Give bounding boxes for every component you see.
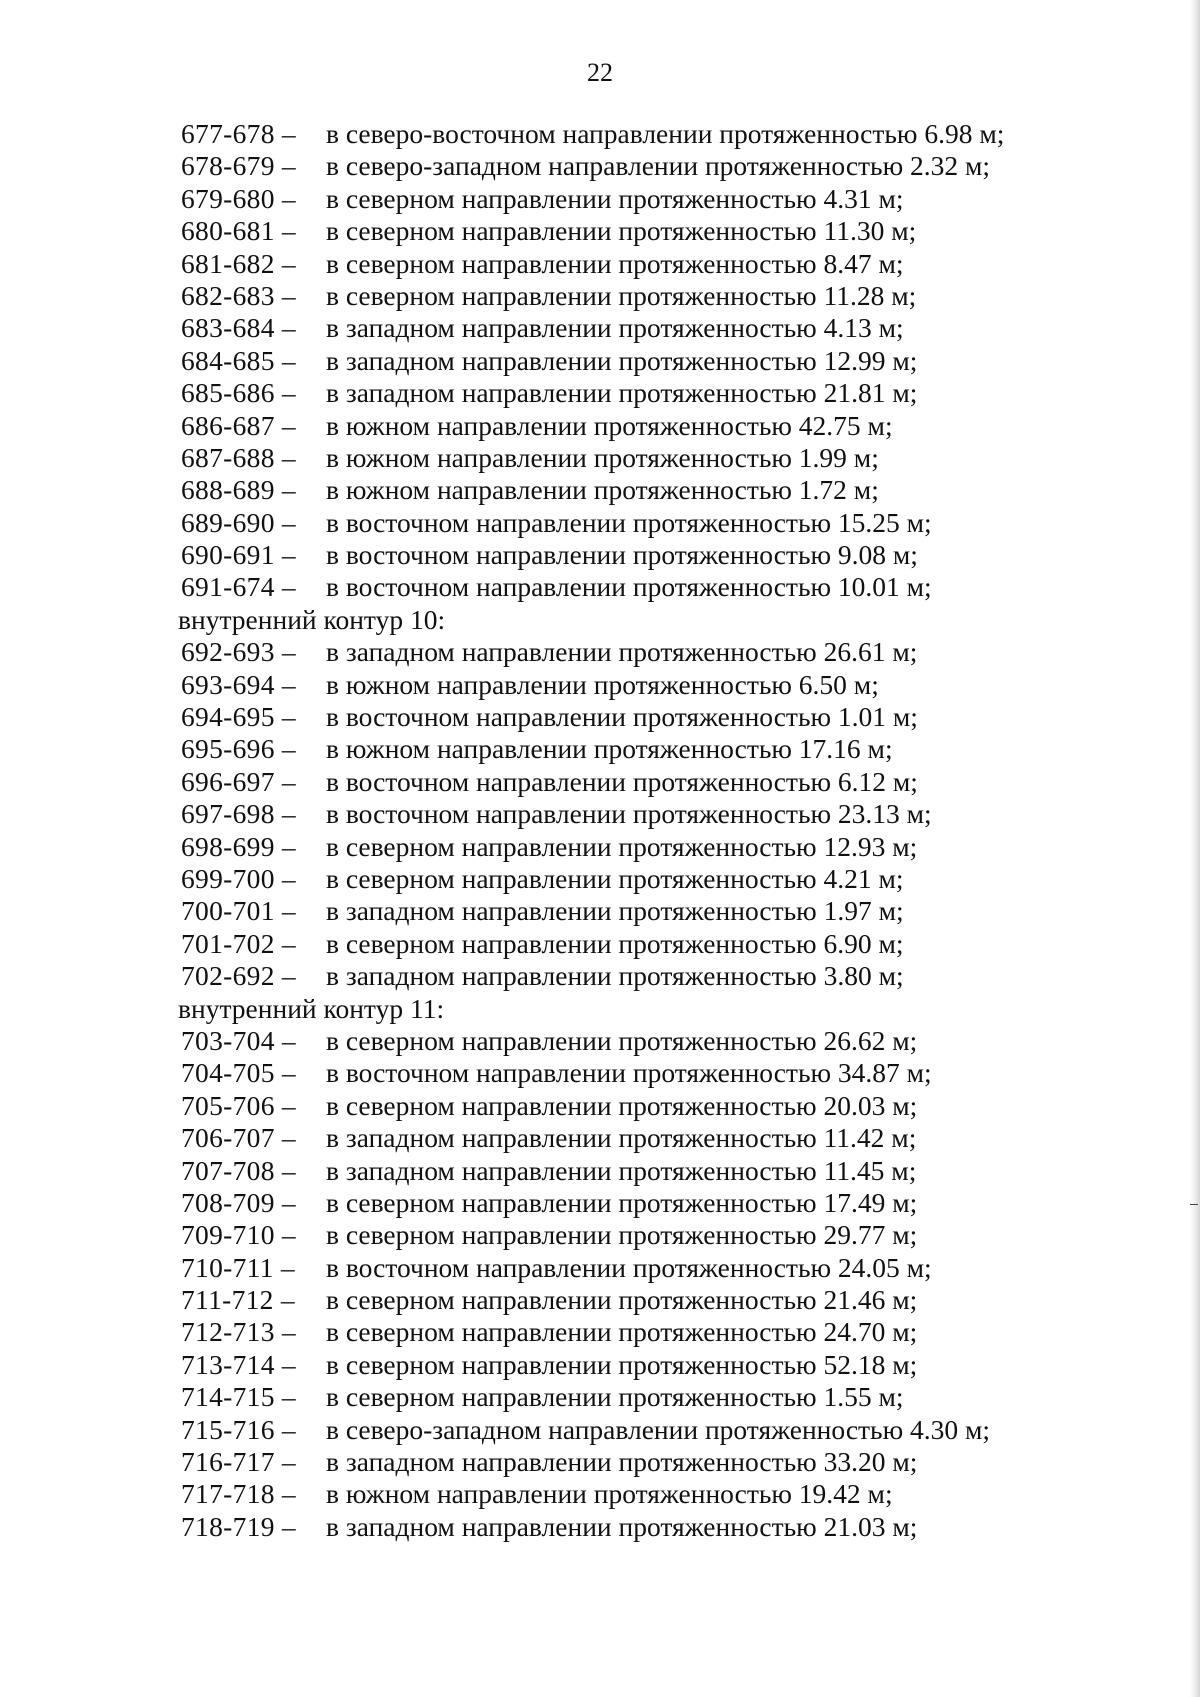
- segment-description: в северо-восточном направлении протяженностью 6.98 м;: [326, 118, 1005, 149]
- segment-points: 701-702 –: [181, 927, 296, 959]
- scan-margin-mark: [1190, 1204, 1198, 1205]
- boundary-segment-row: [0, 1478, 1200, 1510]
- segment-description: в северном направлении протяженностью 6.90 м;: [326, 927, 904, 959]
- boundary-segment-row: [0, 118, 1200, 150]
- boundary-segment-row: [0, 1381, 1200, 1413]
- segment-description: в северо-западном направлении протяженностью 2.32 м;: [326, 150, 991, 182]
- boundary-description-list: [0, 118, 1200, 1543]
- segment-points: 696-697 –: [181, 765, 296, 797]
- boundary-segment-row: [0, 1316, 1200, 1348]
- boundary-segment-row: [0, 377, 1200, 409]
- segment-points: 717-718 –: [181, 1478, 296, 1510]
- segment-points: 704-705 –: [181, 1057, 296, 1089]
- boundary-segment-row: [0, 312, 1200, 344]
- boundary-segment-row: [0, 1414, 1200, 1446]
- segment-description: в северном направлении протяженностью 8.47 м;: [326, 247, 904, 279]
- segment-points: 712-713 –: [181, 1316, 296, 1348]
- segment-description: в западном направлении протяженностью 1.97 м;: [326, 895, 904, 927]
- segment-points: 682-683 –: [181, 279, 296, 311]
- segment-description: в северном направлении протяженностью 26.62 м;: [326, 1024, 918, 1056]
- segment-description: в северном направлении протяженностью 20.03 м;: [326, 1089, 918, 1121]
- boundary-segment-row: [0, 960, 1200, 992]
- segment-points: 680-681 –: [181, 215, 296, 247]
- segment-points: 715-716 –: [181, 1413, 296, 1445]
- segment-points: 700-701 –: [181, 895, 296, 927]
- segment-description: в северном направлении протяженностью 12.93 м;: [326, 830, 918, 862]
- segment-description: в западном направлении протяженностью 21.03 м;: [326, 1510, 918, 1542]
- segment-description: в южном направлении протяженностью 17.16 м;: [326, 733, 893, 765]
- segment-description: в восточном направлении протяженностью 15.25 м;: [326, 506, 932, 538]
- segment-description: в южном направлении протяженностью 19.42 м;: [326, 1478, 893, 1510]
- segment-points: 694-695 –: [181, 701, 296, 733]
- segment-points: 683-684 –: [181, 312, 296, 344]
- boundary-segment-row: [0, 183, 1200, 215]
- boundary-segment-row: [0, 215, 1200, 247]
- segment-description: в северном направлении протяженностью 4.31 м;: [326, 182, 904, 214]
- segment-description: в западном направлении протяженностью 21.81 м;: [326, 377, 918, 409]
- segment-description: в восточном направлении протяженностью 6.12 м;: [326, 765, 918, 797]
- segment-description: в северном направлении протяженностью 11.30 м;: [326, 215, 917, 247]
- segment-description: в южном направлении протяженностью 1.72 м;: [326, 474, 879, 506]
- contour-header: [0, 604, 1200, 636]
- segment-points: 688-689 –: [181, 474, 296, 506]
- boundary-segment-row: [0, 895, 1200, 927]
- boundary-segment-row: [0, 1349, 1200, 1381]
- boundary-segment-row: [0, 831, 1200, 863]
- segment-description: в восточном направлении протяженностью 1.01 м;: [326, 701, 918, 733]
- segment-description: в западном направлении протяженностью 12.99 м;: [326, 344, 918, 376]
- segment-points: 684-685 –: [181, 344, 296, 376]
- segment-points: 699-700 –: [181, 862, 296, 894]
- boundary-segment-row: [0, 150, 1200, 182]
- segment-points: 687-688 –: [181, 441, 296, 473]
- segment-description: в северном направлении протяженностью 29.77 м;: [326, 1219, 918, 1251]
- boundary-segment-row: [0, 1057, 1200, 1089]
- boundary-segment-row: [0, 669, 1200, 701]
- segment-points: 711-712 –: [181, 1284, 295, 1316]
- segment-description: в западном направлении протяженностью 11.45 м;: [326, 1154, 917, 1186]
- segment-points: 708-709 –: [181, 1186, 296, 1218]
- segment-points: 681-682 –: [181, 247, 296, 279]
- segment-points: 685-686 –: [181, 377, 296, 409]
- boundary-segment-row: [0, 474, 1200, 506]
- contour-header-text: внутренний контур 11:: [178, 992, 445, 1024]
- segment-points: 695-696 –: [181, 733, 296, 765]
- boundary-segment-row: [0, 1090, 1200, 1122]
- segment-points: 678-679 –: [181, 150, 296, 182]
- segment-points: 718-719 –: [181, 1510, 296, 1542]
- segment-description: в западном направлении протяженностью 33.20 м;: [326, 1446, 918, 1478]
- segment-description: в северо-западном направлении протяженностью 4.30 м;: [326, 1413, 991, 1445]
- segment-points: 710-711 –: [181, 1251, 295, 1283]
- segment-description: в восточном направлении протяженностью 24.05 м;: [326, 1251, 932, 1283]
- segment-points: 705-706 –: [181, 1089, 296, 1121]
- segment-points: 691-674 –: [181, 571, 296, 603]
- segment-points: 706-707 –: [181, 1122, 296, 1154]
- segment-points: 686-687 –: [181, 409, 296, 441]
- segment-description: в западном направлении протяженностью 11.42 м;: [326, 1122, 917, 1154]
- boundary-segment-row: [0, 345, 1200, 377]
- page-number: 22: [587, 58, 613, 87]
- segment-description: в северном направлении протяженностью 4.21 м;: [326, 862, 904, 894]
- boundary-segment-row: [0, 1155, 1200, 1187]
- boundary-segment-row: [0, 571, 1200, 603]
- segment-description: в северном направлении протяженностью 17.49 м;: [326, 1186, 918, 1218]
- segment-description: в северном направлении протяженностью 21.46 м;: [326, 1284, 918, 1316]
- segment-description: в восточном направлении протяженностью 23.13 м;: [326, 798, 932, 830]
- segment-points: 713-714 –: [181, 1348, 296, 1380]
- boundary-segment-row: [0, 928, 1200, 960]
- boundary-segment-row: [0, 863, 1200, 895]
- segment-points: 692-693 –: [181, 636, 296, 668]
- boundary-segment-row: [0, 1025, 1200, 1057]
- contour-header: [0, 993, 1200, 1025]
- segment-description: в северном направлении протяженностью 52.18 м;: [326, 1348, 918, 1380]
- boundary-segment-row: [0, 1284, 1200, 1316]
- boundary-segment-row: [0, 733, 1200, 765]
- segment-points: 690-691 –: [181, 539, 296, 571]
- segment-description: в западном направлении протяженностью 26.61 м;: [326, 636, 918, 668]
- segment-points: 709-710 –: [181, 1219, 296, 1251]
- segment-description: в южном направлении протяженностью 42.75 м;: [326, 409, 893, 441]
- segment-points: 693-694 –: [181, 668, 296, 700]
- boundary-segment-row: [0, 539, 1200, 571]
- segment-description: в южном направлении протяженностью 6.50 м;: [326, 668, 879, 700]
- boundary-segment-row: [0, 1219, 1200, 1251]
- boundary-segment-row: [0, 798, 1200, 830]
- boundary-segment-row: [0, 766, 1200, 798]
- segment-description: в восточном направлении протяженностью 10.01 м;: [326, 571, 932, 603]
- segment-description: в южном направлении протяженностью 1.99 м;: [326, 441, 879, 473]
- boundary-segment-row: [0, 507, 1200, 539]
- segment-description: в восточном направлении протяженностью 9.08 м;: [326, 539, 918, 571]
- segment-description: в западном направлении протяженностью 4.13 м;: [326, 312, 904, 344]
- segment-points: 714-715 –: [181, 1381, 296, 1413]
- boundary-segment-row: [0, 1252, 1200, 1284]
- segment-points: 697-698 –: [181, 798, 296, 830]
- boundary-segment-row: [0, 1446, 1200, 1478]
- boundary-segment-row: [0, 1511, 1200, 1543]
- segment-description: в северном направлении протяженностью 11.28 м;: [326, 279, 917, 311]
- contour-header-text: внутренний контур 10:: [178, 603, 446, 635]
- scan-edge-shadow: [1190, 0, 1200, 1697]
- boundary-segment-row: [0, 1122, 1200, 1154]
- boundary-segment-row: [0, 442, 1200, 474]
- boundary-segment-row: [0, 410, 1200, 442]
- segment-points: 679-680 –: [181, 182, 296, 214]
- segment-description: в восточном направлении протяженностью 34.87 м;: [326, 1057, 932, 1089]
- boundary-segment-row: [0, 280, 1200, 312]
- boundary-segment-row: [0, 636, 1200, 668]
- segment-description: в западном направлении протяженностью 3.80 м;: [326, 960, 904, 992]
- boundary-segment-row: [0, 701, 1200, 733]
- segment-points: 703-704 –: [181, 1024, 296, 1056]
- segment-points: 698-699 –: [181, 830, 296, 862]
- boundary-segment-row: [0, 248, 1200, 280]
- segment-description: в северном направлении протяженностью 1.55 м;: [326, 1381, 904, 1413]
- segment-description: в северном направлении протяженностью 24.70 м;: [326, 1316, 918, 1348]
- segment-points: 716-717 –: [181, 1446, 296, 1478]
- segment-points: 707-708 –: [181, 1154, 296, 1186]
- boundary-segment-row: [0, 1187, 1200, 1219]
- segment-points: 677-678 –: [181, 118, 296, 149]
- segment-points: 689-690 –: [181, 506, 296, 538]
- segment-points: 702-692 –: [181, 960, 296, 992]
